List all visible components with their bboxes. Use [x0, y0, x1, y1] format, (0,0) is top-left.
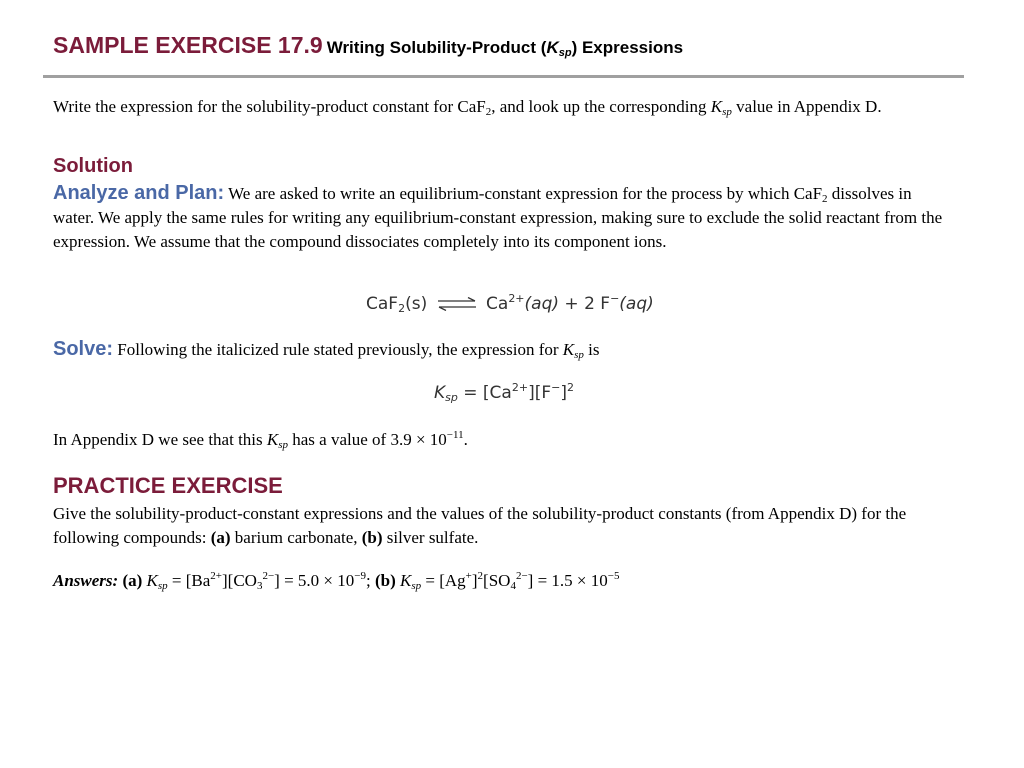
solution-heading: Solution [53, 155, 133, 177]
ksp-expression: $K_{sp} = [Ca^{2+}][F^-]^2$ [434, 381, 574, 404]
equilibrium-arrow-icon [437, 297, 477, 311]
practice-exercise-text: Give the solubility-product-constant expressions and the values of the solubility-product constants (from Appendix D) for the following compounds: (a) barium carbonate, (b) silver sulfate. [53, 504, 907, 547]
dissolution-equation: CaF$_2$(s) $Ca^{2+}(aq) + 2$ F−(aq) [366, 292, 654, 315]
exercise-number: SAMPLE EXERCISE 17.9 [53, 32, 323, 58]
exercise-title: Writing Solubility-Product $(K_{sp})$ Expressions [326, 38, 684, 59]
header-divider [43, 75, 964, 78]
slide-header [53, 32, 983, 59]
solve-label: Solve: [53, 338, 114, 360]
answers-label: Answers: [53, 571, 119, 590]
problem-statement: Write the expression for the solubility-product constant for CaF$_2$, and look up the corresponding $K_{sp}$ value in Appendix D. [53, 97, 882, 118]
practice-exercise-title: PRACTICE EXERCISE [53, 473, 283, 498]
solution-section [53, 154, 953, 254]
answers-line: Answers: (a) $K_{sp} = [Ba^{2+}][CO_3^{2-}] = 5.0 \times 10^{-9}$; (b) $K_{sp} = [Ag^+]^2[SO_4^{2-}] = 1.5 \times 10^{-5}$ [53, 570, 620, 592]
analyze-plan-paragraph: Analyze and Plan: We are asked to write an equilibrium-constant expression for the process by which CaF$_2$ dissolves in water. We apply the same rules for writing any equilibrium-constant expression, making sure to exclude the solid reactant from the expression. We assume that the compound dissociates completely into its component ions. [53, 182, 943, 251]
analyze-plan-label: Analyze and Plan: [53, 182, 225, 204]
solve-paragraph: Solve: Following the italicized rule stated previously, the expression for $K_{sp}$ is [53, 338, 600, 361]
appendix-value: In Appendix D we see that this $K_{sp}$ has a value of $3.9 \times 10^{-11}$. [53, 429, 468, 451]
